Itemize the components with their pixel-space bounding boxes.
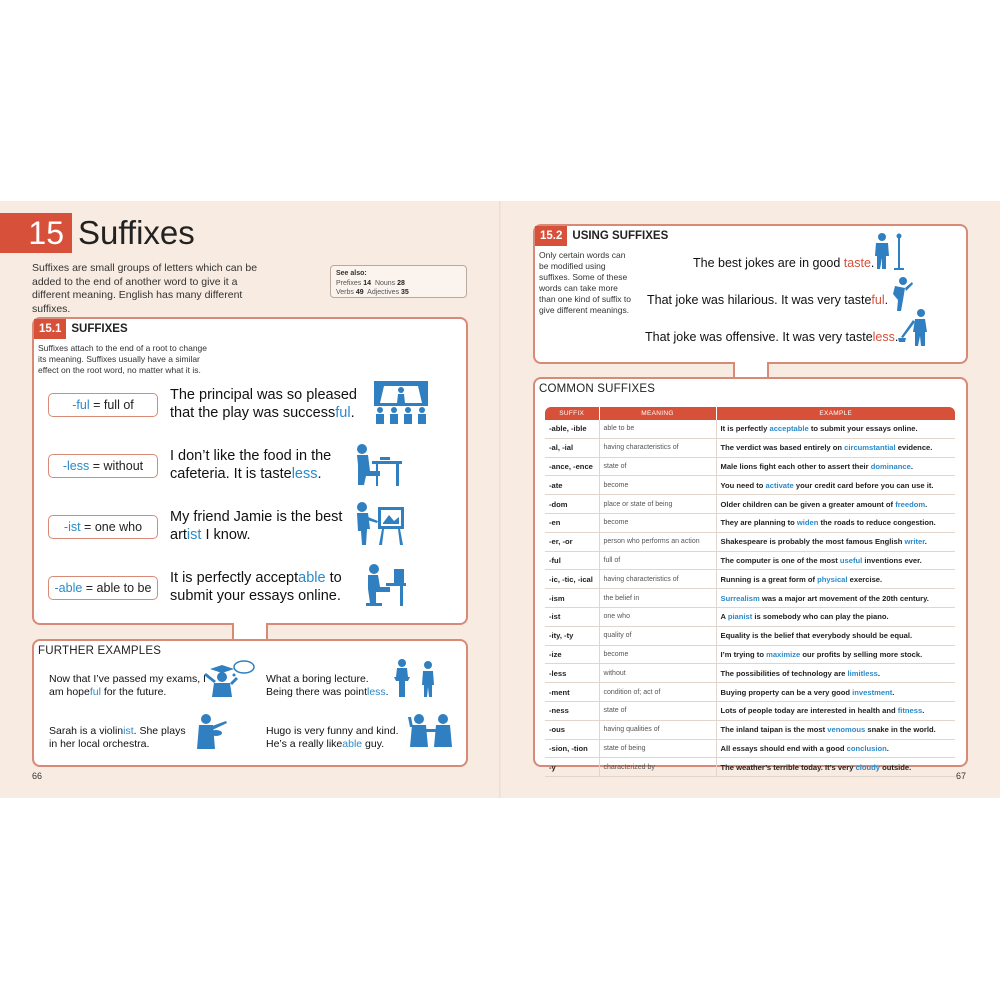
- comedian-icon: [872, 232, 908, 270]
- table-row: [545, 476, 955, 495]
- suffix-table: [545, 407, 955, 777]
- example-cell: Running is a great form of physical exercise.: [716, 570, 955, 589]
- suffix-cell: -less: [545, 664, 599, 683]
- meaning-cell: place or state of being: [599, 495, 716, 514]
- table-row: [545, 420, 955, 438]
- table-row: [545, 570, 955, 589]
- further-example: Hugo is very funny and kind. He’s a really likeable guy.: [266, 725, 399, 750]
- suffix-cell: -able, -ible: [545, 420, 599, 438]
- further-example: What a boring lecture. Being there was pointless.: [266, 673, 389, 698]
- violinist-icon: [194, 713, 228, 751]
- meaning-cell: one who: [599, 607, 716, 626]
- example-cell: Surrealism was a major art movement of the 20th century.: [716, 589, 955, 608]
- section-tab: 15.2 USING SUFFIXES: [535, 226, 673, 246]
- see-also-item[interactable]: Prefixes: [336, 280, 362, 287]
- table-row: [545, 532, 955, 551]
- table-row: [545, 438, 955, 457]
- suffix-cell: -al, -ial: [545, 438, 599, 457]
- suffix-pill: -less = without: [48, 454, 158, 478]
- example-cell: A pianist is somebody who can play the piano.: [716, 607, 955, 626]
- column-header: SUFFIX: [545, 407, 599, 420]
- chapter-intro: Suffixes are small groups of letters which can be added to the end of another word to give it a different meaning. English has many different suffixes.: [32, 262, 258, 315]
- example-cell: I’m trying to maximize our profits by selling more stock.: [716, 645, 955, 664]
- example-cell: Lots of people today are interested in health and fitness.: [716, 701, 955, 720]
- person-eating-icon: [352, 443, 404, 487]
- table-row: [545, 607, 955, 626]
- suffix-cell: -ism: [545, 589, 599, 608]
- see-also-box: See also: Prefixes 14 Nouns 28 Verbs 49 Adjectives 35: [330, 265, 467, 298]
- table-row: [545, 664, 955, 683]
- example-cell: All essays should end with a good conclusion.: [716, 739, 955, 758]
- lecture-icon: [394, 659, 440, 699]
- meaning-cell: able to be: [599, 420, 716, 438]
- example-cell: The verdict was based entirely on circumstantial evidence.: [716, 438, 955, 457]
- meaning-cell: become: [599, 645, 716, 664]
- friends-icon: [408, 713, 454, 749]
- table-row: [545, 626, 955, 645]
- usage-sentence: That joke was offensive. It was very tasteless.: [645, 330, 899, 344]
- usage-sentence: That joke was hilarious. It was very tasteful.: [647, 293, 889, 307]
- laughing-person-icon: [887, 276, 913, 312]
- see-also-item[interactable]: Verbs: [336, 289, 354, 296]
- example-cell: Older children can be given a greater amount of freedom.: [716, 495, 955, 514]
- further-example: Sarah is a violinist. She plays in her local orchestra.: [49, 725, 186, 750]
- book-spread: [0, 201, 1000, 798]
- table-row: [545, 457, 955, 476]
- example-cell: Equality is the belief that everybody should be equal.: [716, 626, 955, 645]
- suffix-cell: -ous: [545, 720, 599, 739]
- suffix-cell: -ful: [545, 551, 599, 570]
- example-sentence: It is perfectly acceptable to submit your essays online.: [170, 570, 342, 604]
- suffix-cell: -ness: [545, 701, 599, 720]
- meaning-cell: state of being: [599, 739, 716, 758]
- usage-sentence: The best jokes are in good taste.: [693, 256, 875, 270]
- meaning-cell: become: [599, 513, 716, 532]
- meaning-cell: having qualities of: [599, 720, 716, 739]
- example-cell: They are planning to widen the roads to reduce congestion.: [716, 513, 955, 532]
- person-computer-icon: [360, 563, 408, 609]
- see-also-label: See also:: [336, 270, 367, 277]
- meaning-cell: state of: [599, 701, 716, 720]
- example-cell: It is perfectly acceptable to submit your essays online.: [716, 420, 955, 438]
- section-description: Suffixes attach to the end of a root to change its meaning. Suffixes usually have a similar effect on the root word, no matter what it is.: [38, 343, 208, 375]
- example-cell: Buying property can be a very good investment.: [716, 683, 955, 702]
- table-row: [545, 589, 955, 608]
- suffix-cell: -ate: [545, 476, 599, 495]
- suffix-cell: -ment: [545, 683, 599, 702]
- table-row: [545, 551, 955, 570]
- page-number-right: 67: [956, 771, 967, 781]
- example-cell: Male lions fight each other to assert their dominance.: [716, 457, 955, 476]
- suffix-pill: -able = able to be: [48, 576, 158, 600]
- page-number-left: 66: [32, 771, 43, 781]
- table-row: [545, 513, 955, 532]
- common-suffixes-panel: [533, 377, 968, 772]
- section-description: Only certain words can be modified using suffixes. Some of these words can take more than one kind of suffix to give different meanings.: [539, 250, 631, 315]
- example-cell: You need to activate your credit card before you can use it.: [716, 476, 955, 495]
- see-also-item[interactable]: Nouns: [374, 280, 396, 287]
- example-sentence: My friend Jamie is the best artist I know.: [170, 509, 343, 543]
- gutter: [499, 201, 501, 798]
- meaning-cell: having characteristics of: [599, 570, 716, 589]
- meaning-cell: condition of; act of: [599, 683, 716, 702]
- meaning-cell: person who performs an action: [599, 532, 716, 551]
- suffix-cell: -ist: [545, 607, 599, 626]
- table-row: [545, 645, 955, 664]
- suffix-cell: -en: [545, 513, 599, 532]
- see-also-item[interactable]: Adjectives: [367, 289, 400, 296]
- meaning-cell: full of: [599, 551, 716, 570]
- meaning-cell: having characteristics of: [599, 438, 716, 457]
- suffix-cell: -dom: [545, 495, 599, 514]
- suffix-cell: -er, -or: [545, 532, 599, 551]
- common-suffixes-title: COMMON SUFFIXES: [539, 383, 656, 395]
- table-row: [545, 495, 955, 514]
- meaning-cell: state of: [599, 457, 716, 476]
- table-row: [545, 720, 955, 739]
- suffix-cell: -sion, -tion: [545, 739, 599, 758]
- meaning-cell: the belief in: [599, 589, 716, 608]
- chapter-number: 15: [0, 213, 72, 253]
- further-examples-panel: [32, 639, 468, 767]
- meaning-cell: without: [599, 664, 716, 683]
- example-cell: The inland taipan is the most venomous snake in the world.: [716, 720, 955, 739]
- column-header: MEANING: [599, 407, 716, 420]
- theater-stage-icon: [372, 379, 430, 425]
- example-cell: Shakespeare is probably the most famous English writer.: [716, 532, 955, 551]
- meaning-cell: characterized by: [599, 758, 716, 777]
- further-example: Now that I’ve passed my exams, I am hopeful for the future.: [49, 673, 206, 698]
- table-row: [545, 683, 955, 702]
- column-header: EXAMPLE: [716, 407, 955, 420]
- cleaning-person-icon: [897, 308, 933, 348]
- table-row: [545, 758, 955, 777]
- example-cell: The weather’s terrible today. It’s very cloudy outside.: [716, 758, 955, 777]
- suffix-cell: -ity, -ty: [545, 626, 599, 645]
- meaning-cell: quality of: [599, 626, 716, 645]
- suffix-cell: -y: [545, 758, 599, 777]
- example-cell: The possibilities of technology are limitless.: [716, 664, 955, 683]
- meaning-cell: become: [599, 476, 716, 495]
- using-suffixes-panel: [533, 224, 968, 364]
- example-cell: The computer is one of the most useful inventions ever.: [716, 551, 955, 570]
- suffix-pill: -ist = one who: [48, 515, 158, 539]
- table-row: [545, 739, 955, 758]
- suffixes-panel: [32, 317, 468, 625]
- section-tab: 15.1 SUFFIXES: [34, 319, 133, 339]
- suffix-cell: -ize: [545, 645, 599, 664]
- further-examples-title: FURTHER EXAMPLES: [38, 645, 162, 657]
- suffix-cell: -ic, -tic, -ical: [545, 570, 599, 589]
- graduate-icon: [202, 659, 256, 699]
- chapter-title: Suffixes: [78, 214, 195, 251]
- example-sentence: The principal was so pleased that the play was successful.: [170, 387, 357, 421]
- artist-easel-icon: [354, 501, 406, 547]
- suffix-cell: -ance, -ence: [545, 457, 599, 476]
- suffix-pill: -ful = full of: [48, 393, 158, 417]
- example-sentence: I don’t like the food in the cafeteria. It is tasteless.: [170, 448, 332, 482]
- table-row: [545, 701, 955, 720]
